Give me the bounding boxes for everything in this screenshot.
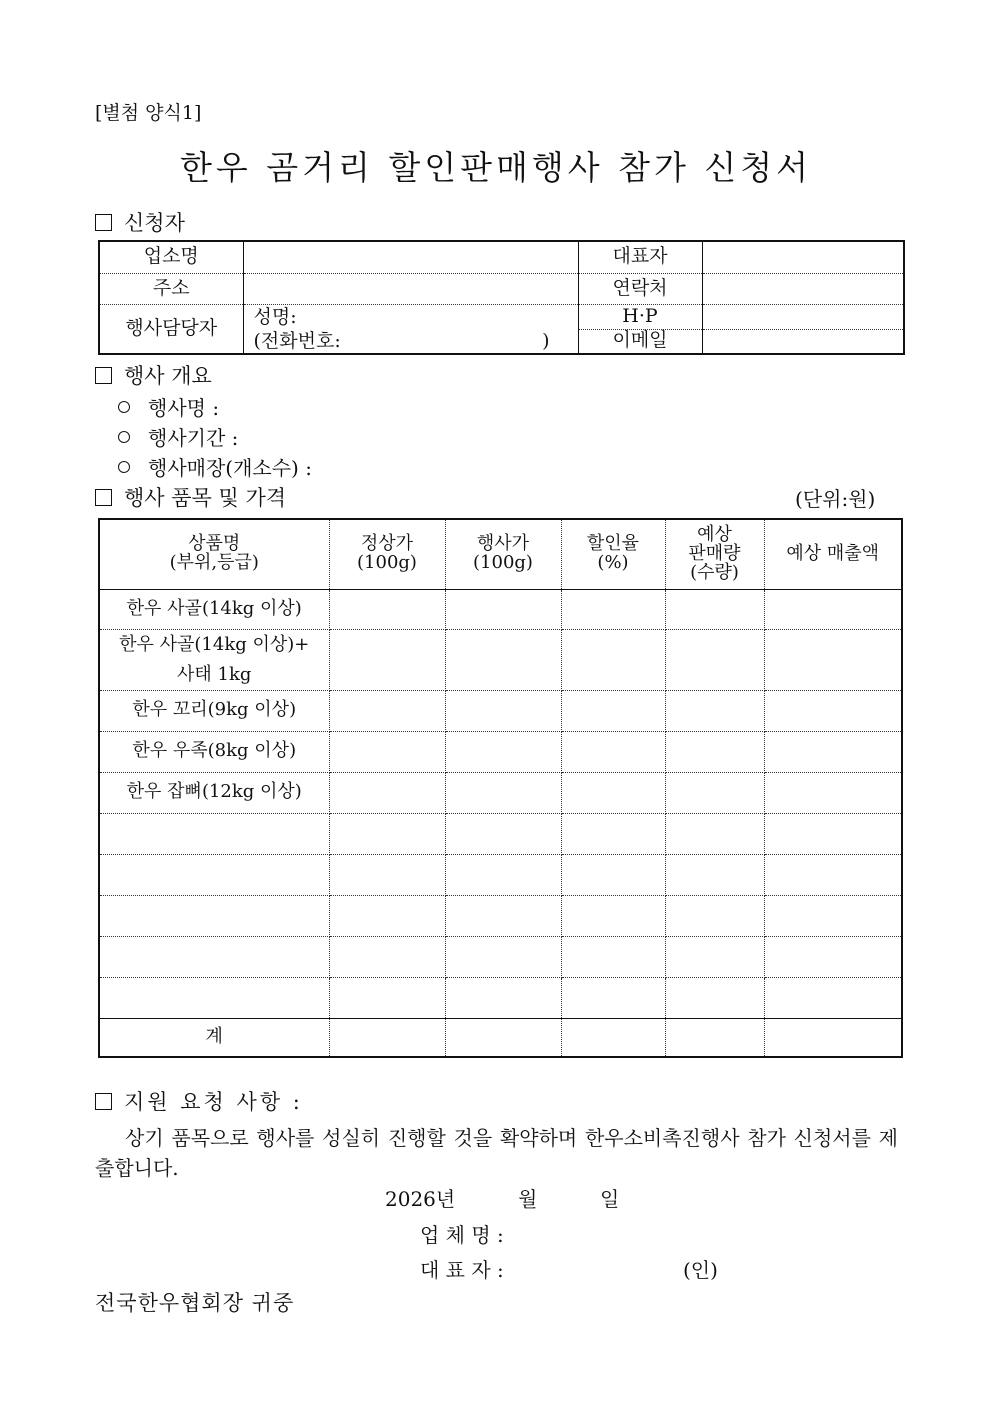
table-row bbox=[99, 854, 902, 895]
table-row bbox=[99, 772, 902, 813]
email-field[interactable] bbox=[702, 329, 904, 354]
volume-cell[interactable] bbox=[665, 977, 764, 1018]
header-product-name bbox=[99, 519, 329, 589]
event-price-cell[interactable] bbox=[445, 690, 561, 731]
date-year: 2026년 bbox=[385, 1187, 456, 1211]
product-name-cell[interactable] bbox=[99, 854, 329, 895]
sales-cell[interactable] bbox=[764, 854, 902, 895]
discount-cell[interactable] bbox=[561, 629, 665, 690]
regular-price-cell[interactable] bbox=[329, 629, 445, 690]
regular-price-cell[interactable] bbox=[329, 813, 445, 854]
event-price-cell[interactable] bbox=[445, 936, 561, 977]
volume-cell[interactable] bbox=[665, 589, 764, 629]
sales-cell[interactable] bbox=[764, 813, 902, 854]
section-heading: 신청자 bbox=[124, 211, 185, 235]
total-label: 계 bbox=[99, 1018, 329, 1057]
product-name: 한우 사골(14kg 이상) bbox=[99, 589, 329, 629]
sales-cell[interactable] bbox=[764, 936, 902, 977]
volume-cell[interactable] bbox=[665, 854, 764, 895]
product-name: 한우 꼬리(9kg 이상) bbox=[99, 690, 329, 731]
header-line: 할인율 bbox=[586, 533, 640, 555]
discount-total[interactable] bbox=[561, 1018, 665, 1057]
volume-cell[interactable] bbox=[665, 731, 764, 772]
volume-cell[interactable] bbox=[665, 690, 764, 731]
table-row bbox=[99, 895, 902, 936]
volume-cell[interactable] bbox=[665, 629, 764, 690]
manager-phone-label: (전화번호: bbox=[253, 329, 341, 352]
product-name-line: 사태 1kg bbox=[177, 663, 252, 685]
event-price-cell[interactable] bbox=[445, 589, 561, 629]
manager-name-label: 성명: bbox=[253, 305, 297, 328]
table-row bbox=[99, 589, 902, 629]
event-price-cell[interactable] bbox=[445, 772, 561, 813]
header-line: (%) bbox=[597, 552, 629, 574]
table-row bbox=[99, 813, 902, 854]
form-title: 한우 곰거리 할인판매행사 참가 신청서 bbox=[179, 148, 812, 187]
volume-cell[interactable] bbox=[665, 772, 764, 813]
volume-cell[interactable] bbox=[665, 895, 764, 936]
section-overview bbox=[95, 360, 212, 390]
total-row bbox=[99, 1018, 902, 1057]
hp-field[interactable] bbox=[702, 304, 904, 329]
contact-label: 연락처 bbox=[578, 273, 702, 304]
table-row bbox=[99, 629, 902, 690]
business-name-label: 업소명 bbox=[99, 241, 243, 273]
representative-label: 대표자 bbox=[578, 241, 702, 273]
sales-cell[interactable] bbox=[764, 629, 902, 690]
event-price-cell[interactable] bbox=[445, 629, 561, 690]
company-label: 업 체 명 : bbox=[420, 1223, 504, 1247]
circle-bullet-icon bbox=[118, 431, 130, 443]
products-table bbox=[98, 518, 903, 1058]
table-row bbox=[99, 690, 902, 731]
overview-item-label: 행사기간 : bbox=[148, 426, 239, 450]
product-name: 한우 우족(8kg 이상) bbox=[99, 731, 329, 772]
section-applicant bbox=[95, 207, 185, 237]
regular-price-total[interactable] bbox=[329, 1018, 445, 1057]
submission-date bbox=[385, 1183, 619, 1212]
sales-cell[interactable] bbox=[764, 589, 902, 629]
product-name-cell[interactable] bbox=[99, 977, 329, 1018]
discount-cell[interactable] bbox=[561, 589, 665, 629]
header-line: 행사가 bbox=[476, 533, 530, 555]
representative-field[interactable] bbox=[702, 241, 904, 273]
regular-price-cell[interactable] bbox=[329, 936, 445, 977]
regular-price-cell[interactable] bbox=[329, 977, 445, 1018]
header-line: 판매량 bbox=[688, 542, 741, 564]
section-support bbox=[95, 1086, 303, 1116]
circle-bullet-icon bbox=[118, 401, 130, 413]
rep-label: 대 표 자 : bbox=[420, 1258, 504, 1282]
overview-item bbox=[118, 392, 219, 421]
overview-item-label: 행사명 : bbox=[148, 396, 220, 420]
volume-total[interactable] bbox=[665, 1018, 764, 1057]
email-label: 이메일 bbox=[578, 329, 702, 354]
hp-label: H·P bbox=[578, 304, 702, 329]
address-label: 주소 bbox=[99, 273, 243, 304]
header-line: (부위,등급) bbox=[169, 552, 259, 574]
product-name bbox=[99, 629, 329, 690]
discount-cell[interactable] bbox=[561, 731, 665, 772]
unit-label: (단위:원) bbox=[795, 487, 876, 511]
section-heading: 행사 개요 bbox=[124, 364, 212, 388]
overview-item bbox=[118, 452, 312, 481]
checkbox-square-icon bbox=[95, 1093, 112, 1110]
attachment-label: [별첨 양식1] bbox=[95, 102, 202, 124]
discount-cell[interactable] bbox=[561, 936, 665, 977]
regular-price-cell[interactable] bbox=[329, 690, 445, 731]
header-line: 예상 bbox=[697, 523, 732, 545]
regular-price-cell[interactable] bbox=[329, 589, 445, 629]
sales-cell[interactable] bbox=[764, 895, 902, 936]
product-name-line: 한우 사골(14kg 이상)+ bbox=[119, 633, 310, 655]
recipient: 전국한우협회장 귀중 bbox=[95, 1291, 295, 1315]
header-line: 상품명 bbox=[188, 533, 241, 555]
discount-cell[interactable] bbox=[561, 690, 665, 731]
header-event-price bbox=[445, 519, 561, 589]
event-price-cell[interactable] bbox=[445, 895, 561, 936]
header-discount-rate bbox=[561, 519, 665, 589]
checkbox-square-icon bbox=[95, 214, 112, 231]
sales-cell[interactable] bbox=[764, 690, 902, 731]
discount-cell[interactable] bbox=[561, 772, 665, 813]
header-line: (수량) bbox=[690, 561, 739, 583]
event-price-total[interactable] bbox=[445, 1018, 561, 1057]
contact-field[interactable] bbox=[702, 273, 904, 304]
regular-price-cell[interactable] bbox=[329, 772, 445, 813]
table-row bbox=[99, 731, 902, 772]
event-price-cell[interactable] bbox=[445, 731, 561, 772]
regular-price-cell[interactable] bbox=[329, 731, 445, 772]
applicant-table bbox=[98, 240, 905, 355]
event-manager-label: 행사담당자 bbox=[99, 304, 243, 354]
sales-cell[interactable] bbox=[764, 772, 902, 813]
section-heading: 행사 품목 및 가격 bbox=[124, 486, 287, 510]
header-line: (100g) bbox=[473, 552, 533, 574]
sales-total[interactable] bbox=[764, 1018, 902, 1057]
event-price-cell[interactable] bbox=[445, 977, 561, 1018]
overview-item bbox=[118, 422, 238, 451]
discount-cell[interactable] bbox=[561, 895, 665, 936]
product-name: 한우 잡뼈(12kg 이상) bbox=[99, 772, 329, 813]
product-name-cell[interactable] bbox=[99, 936, 329, 977]
sales-cell[interactable] bbox=[764, 977, 902, 1018]
date-day: 일 bbox=[599, 1187, 620, 1211]
date-month: 월 bbox=[517, 1187, 538, 1211]
section-products bbox=[95, 482, 286, 512]
header-expected-volume bbox=[665, 519, 764, 589]
representative-sign-line bbox=[420, 1254, 720, 1283]
sales-cell[interactable] bbox=[764, 731, 902, 772]
header-regular-price bbox=[329, 519, 445, 589]
event-price-cell[interactable] bbox=[445, 854, 561, 895]
regular-price-cell[interactable] bbox=[329, 895, 445, 936]
regular-price-cell[interactable] bbox=[329, 854, 445, 895]
pledge-paragraph bbox=[95, 1123, 898, 1183]
business-name-field[interactable] bbox=[243, 241, 578, 273]
product-name-cell[interactable] bbox=[99, 813, 329, 854]
checkbox-square-icon bbox=[95, 367, 112, 384]
section-heading: 지원 요청 사항 : bbox=[124, 1090, 303, 1114]
seal-label: (인) bbox=[683, 1258, 718, 1282]
pledge-text: 상기 품목으로 행사를 성실히 진행할 것을 확약하며 한우소비촉진행사 참가 신청서를 제출합니다. bbox=[95, 1126, 898, 1180]
event-price-cell[interactable] bbox=[445, 813, 561, 854]
overview-item-label: 행사매장(개소수) : bbox=[148, 456, 312, 480]
discount-cell[interactable] bbox=[561, 813, 665, 854]
volume-cell[interactable] bbox=[665, 813, 764, 854]
table-row bbox=[99, 977, 902, 1018]
header-line: (100g) bbox=[357, 552, 417, 574]
checkbox-square-icon bbox=[95, 489, 112, 506]
header-expected-sales: 예상 매출액 bbox=[764, 519, 902, 589]
discount-cell[interactable] bbox=[561, 854, 665, 895]
header-line: 정상가 bbox=[360, 533, 414, 555]
event-manager-field[interactable] bbox=[243, 304, 578, 354]
address-field[interactable] bbox=[243, 273, 578, 304]
product-name-cell[interactable] bbox=[99, 895, 329, 936]
manager-phone-close: ) bbox=[542, 329, 550, 352]
circle-bullet-icon bbox=[118, 461, 130, 473]
volume-cell[interactable] bbox=[665, 936, 764, 977]
company-name-line bbox=[420, 1219, 504, 1248]
table-row bbox=[99, 936, 902, 977]
discount-cell[interactable] bbox=[561, 977, 665, 1018]
